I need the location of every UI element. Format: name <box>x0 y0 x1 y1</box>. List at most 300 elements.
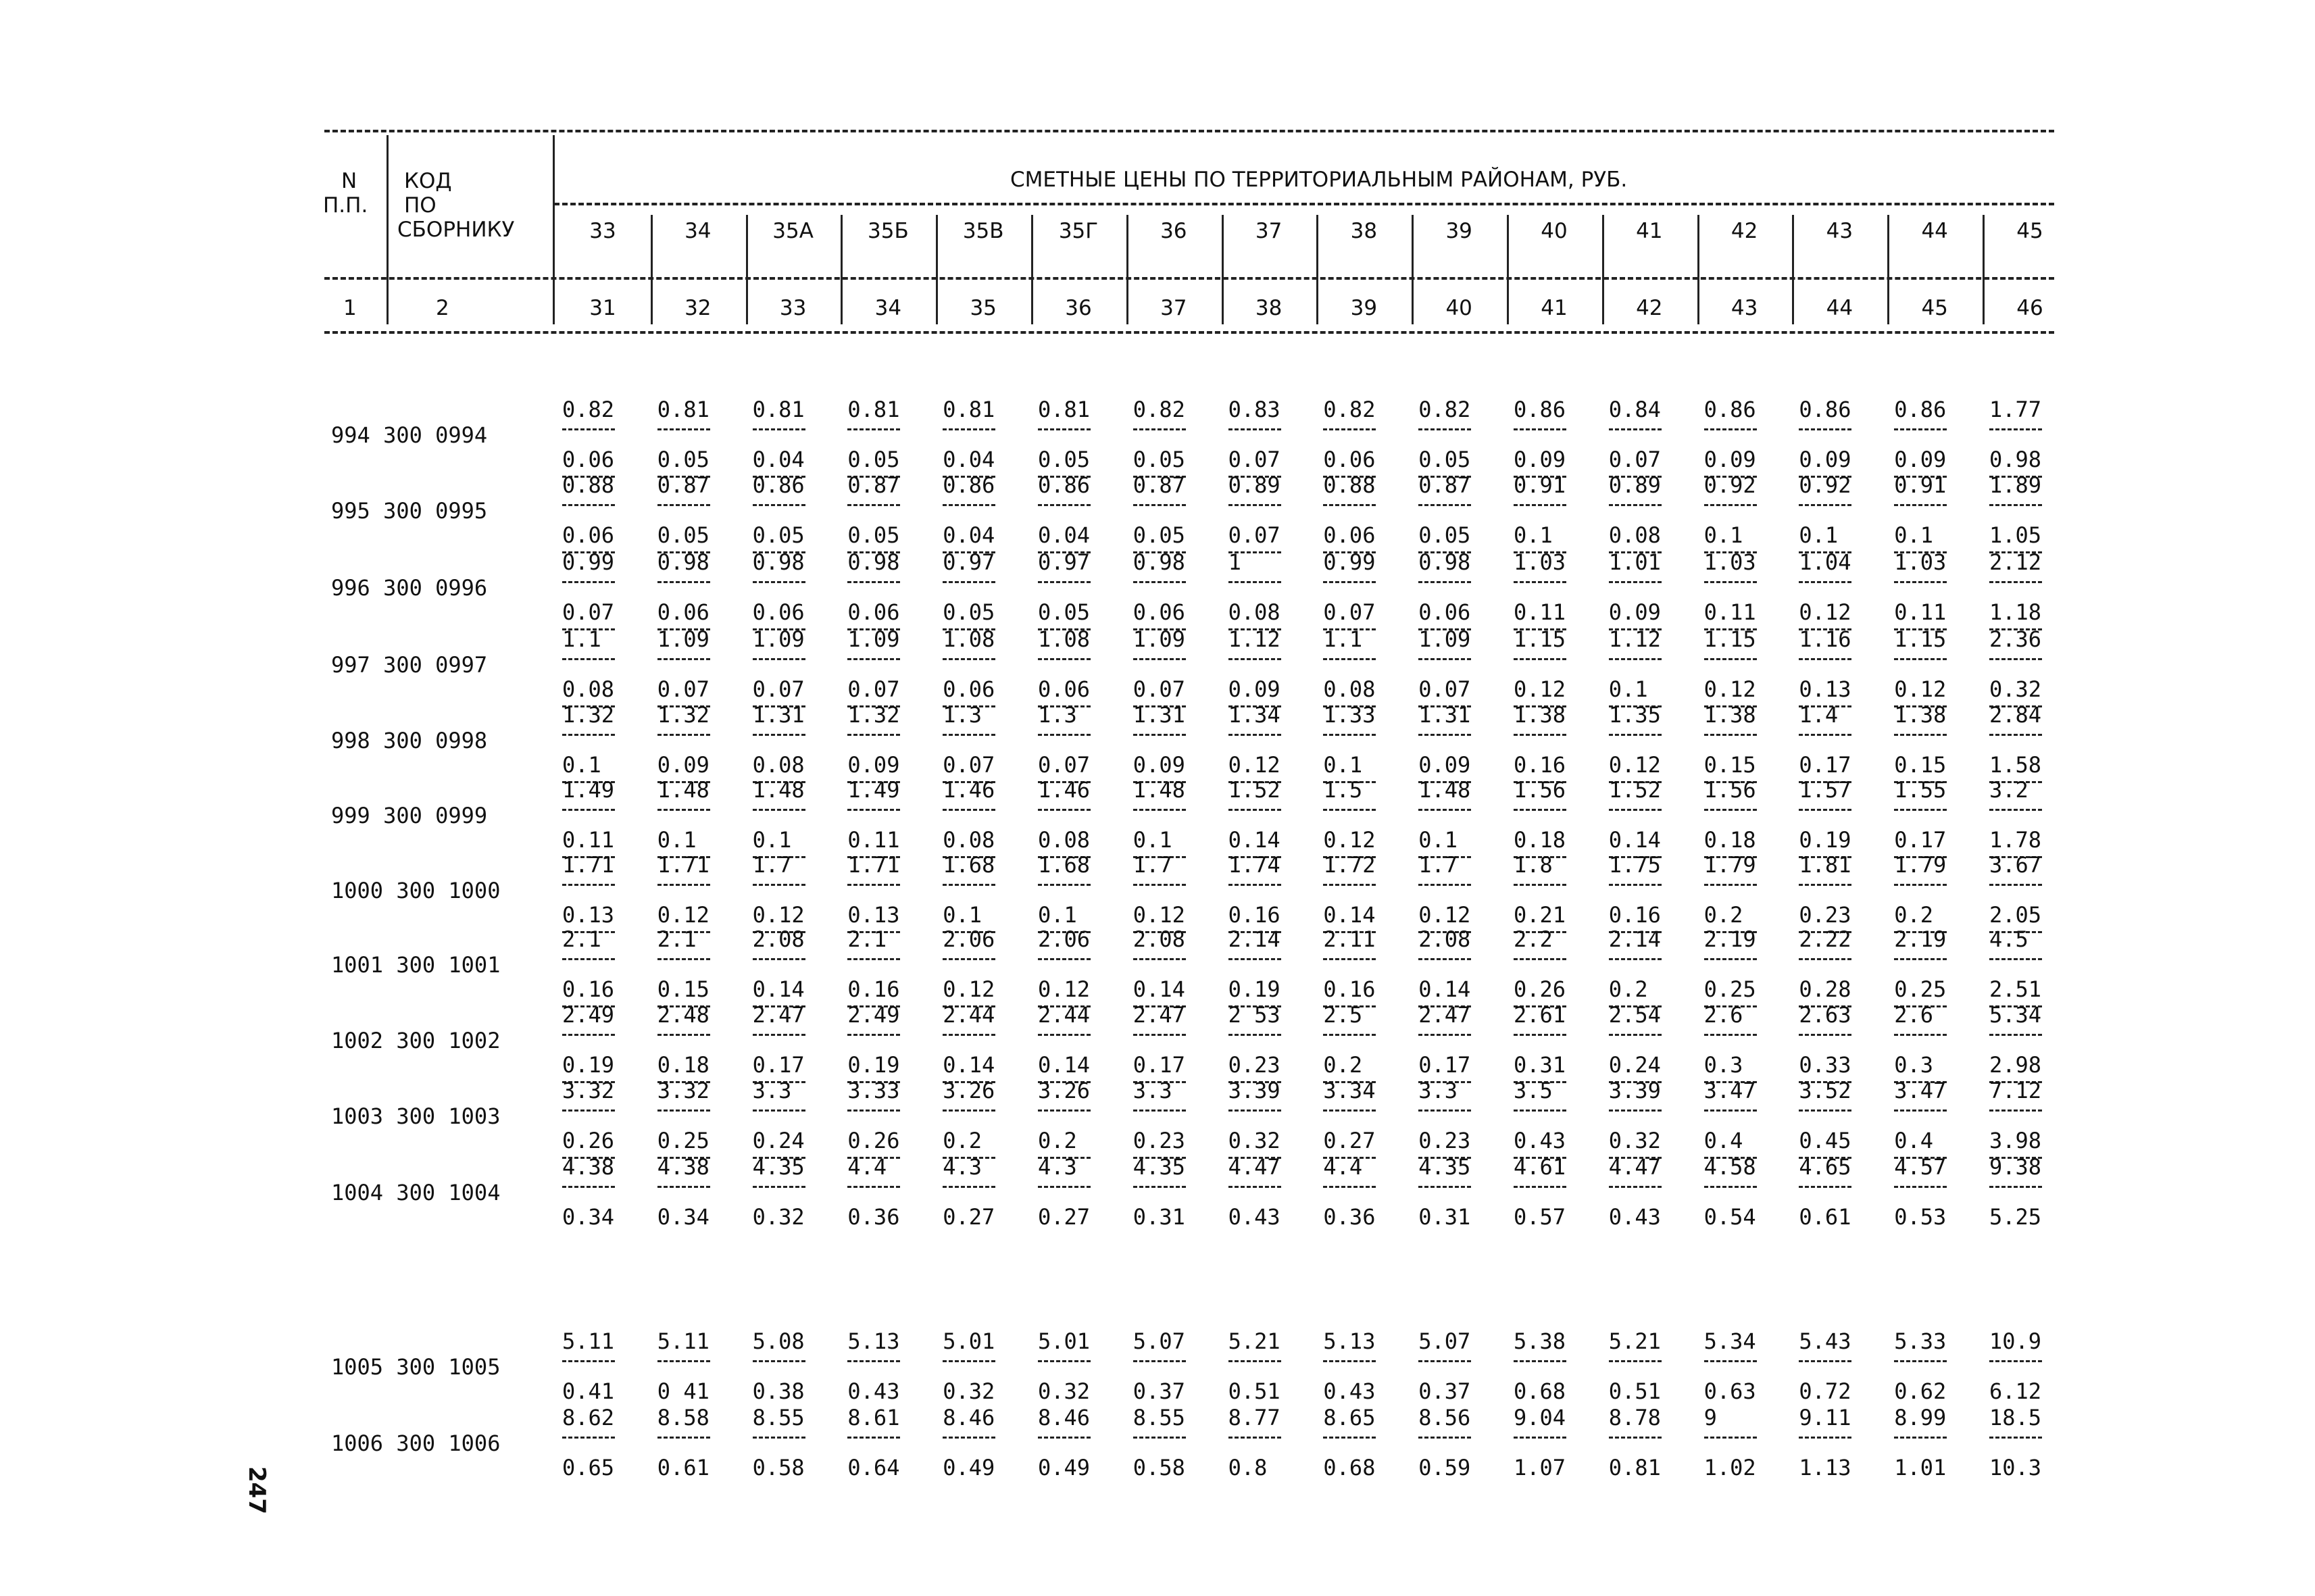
price-sub-value: 1.13 <box>1799 1455 1851 1480</box>
region-header: 41 <box>1636 219 1663 243</box>
fraction-bar <box>1514 658 1566 660</box>
price-sub-value: 0.24 <box>1608 1052 1661 1078</box>
fraction-bar <box>1514 428 1566 430</box>
price-sub-value: 0.07 <box>752 676 805 702</box>
price-sub-value: 0.43 <box>847 1378 900 1404</box>
price-sub-value: 0.68 <box>1323 1455 1376 1480</box>
fraction-bar <box>1514 504 1566 506</box>
price-sub-value: 0.08 <box>752 752 805 778</box>
price-value: 2.14 <box>1228 926 1280 952</box>
fraction-bar <box>1609 734 1662 736</box>
fraction-bar <box>1418 658 1471 660</box>
price-value: 3.47 <box>1703 1078 1756 1103</box>
price-value: 1.08 <box>1038 626 1091 652</box>
fraction-bar <box>1989 428 2042 430</box>
price-sub-value: 0.05 <box>847 447 900 472</box>
fraction-bar <box>753 1360 805 1362</box>
fraction-bar <box>657 504 710 506</box>
price-value: 1.74 <box>1228 852 1280 878</box>
price-sub-value: 3.98 <box>1989 1128 2042 1153</box>
fraction-bar <box>1228 1186 1281 1188</box>
price-sub-value: 0.19 <box>1228 976 1280 1002</box>
fraction-bar <box>943 958 995 960</box>
fraction-bar <box>1609 1186 1662 1188</box>
price-sub-value: 0.19 <box>847 1052 900 1078</box>
column-number: 31 <box>589 296 616 320</box>
price-value: 5.01 <box>943 1328 995 1354</box>
region-header: 35Б <box>868 219 909 243</box>
fraction-bar <box>1418 884 1471 886</box>
fraction-bar <box>562 1186 615 1188</box>
price-sub-value: 1.05 <box>1989 522 2042 548</box>
price-value: 0.98 <box>847 549 900 575</box>
fraction-bar <box>1228 504 1281 506</box>
price-sub-value: 0.06 <box>1038 676 1091 702</box>
price-value: 0.86 <box>1703 397 1756 422</box>
fraction-bar <box>1894 1109 1947 1112</box>
column-separator <box>936 215 938 324</box>
fraction-bar <box>943 734 995 736</box>
price-sub-value: 1.01 <box>1894 1455 1947 1480</box>
price-sub-value: 0.17 <box>1418 1052 1471 1078</box>
fraction-bar <box>943 1186 995 1188</box>
price-value: 1.32 <box>847 702 900 728</box>
price-sub-value: 0.05 <box>1038 599 1091 625</box>
fraction-bar <box>562 1034 615 1036</box>
price-sub-value: 0.8 <box>1228 1455 1268 1480</box>
price-sub-value: 0.07 <box>1608 447 1661 472</box>
fraction-bar <box>1323 958 1376 960</box>
fraction-bar <box>1989 1034 2042 1036</box>
price-value: 1.38 <box>1894 702 1947 728</box>
fraction-bar <box>943 581 995 583</box>
fraction-bar <box>1514 1360 1566 1362</box>
price-sub-value: 0.27 <box>1038 1204 1091 1230</box>
price-value: 5.08 <box>752 1328 805 1354</box>
row-code: 994 300 0994 <box>331 422 488 448</box>
price-value: 1.7 <box>1418 852 1458 878</box>
price-value: 2 53 <box>1228 1002 1280 1028</box>
price-value: 0.83 <box>1228 397 1280 422</box>
price-value: 2.12 <box>1989 549 2042 575</box>
price-value: 3.47 <box>1894 1078 1947 1103</box>
price-sub-value: 0.05 <box>1132 522 1185 548</box>
price-sub-value: 0.05 <box>1418 522 1471 548</box>
price-value: 0.87 <box>657 472 710 498</box>
price-value: 1.46 <box>943 777 995 803</box>
fraction-bar <box>1514 1437 1566 1439</box>
fraction-bar <box>1799 1109 1851 1112</box>
fraction-bar <box>1989 958 2042 960</box>
price-sub-value: 0.27 <box>943 1204 995 1230</box>
fraction-bar <box>1609 1109 1662 1112</box>
price-sub-value: 0.68 <box>1514 1378 1566 1404</box>
price-value: 2.14 <box>1608 926 1661 952</box>
price-value: 2.44 <box>1038 1002 1091 1028</box>
region-header: 33 <box>589 219 616 243</box>
price-value: 0.81 <box>943 397 995 422</box>
title-underline-rule <box>554 203 2054 205</box>
fraction-bar <box>753 1437 805 1439</box>
column-separator <box>1222 215 1224 324</box>
price-sub-value: 0.06 <box>657 599 710 625</box>
price-sub-value: 0.15 <box>657 976 710 1002</box>
price-sub-value: 0.2 <box>1703 902 1743 928</box>
price-sub-value: 0.1 <box>657 827 697 853</box>
fraction-bar <box>1894 658 1947 660</box>
column-separator <box>1316 215 1318 324</box>
price-sub-value: 0.1 <box>752 827 792 853</box>
price-sub-value: 0.43 <box>1323 1378 1376 1404</box>
fraction-bar <box>657 958 710 960</box>
fraction-bar <box>562 581 615 583</box>
price-value: 0.97 <box>943 549 995 575</box>
price-value: 3.2 <box>1989 777 2028 803</box>
price-sub-value: 0.12 <box>1799 599 1851 625</box>
price-value: 2.1 <box>562 926 601 952</box>
price-sub-value: 0.07 <box>657 676 710 702</box>
fraction-bar <box>943 884 995 886</box>
column-number: 41 <box>1541 296 1568 320</box>
price-sub-value: 0.09 <box>1608 599 1661 625</box>
price-sub-value: 0.43 <box>1514 1128 1566 1153</box>
price-sub-value: 0.13 <box>1799 676 1851 702</box>
price-sub-value: 0.05 <box>752 522 805 548</box>
fraction-bar <box>562 809 615 811</box>
fraction-bar <box>1323 884 1376 886</box>
row-code: 1005 300 1005 <box>331 1354 501 1380</box>
fraction-bar <box>657 1437 710 1439</box>
fraction-bar <box>753 658 805 660</box>
price-value: 3.26 <box>943 1078 995 1103</box>
price-value: 8.46 <box>1038 1405 1091 1430</box>
price-value: 0.89 <box>1608 472 1661 498</box>
price-value: 4.65 <box>1799 1154 1851 1180</box>
price-value: 0.91 <box>1894 472 1947 498</box>
fraction-bar <box>1799 734 1851 736</box>
fraction-bar <box>1609 504 1662 506</box>
price-value: 4.47 <box>1608 1154 1661 1180</box>
price-sub-value: 0.09 <box>1799 447 1851 472</box>
price-value: 0.81 <box>752 397 805 422</box>
price-sub-value: 0.09 <box>1703 447 1756 472</box>
price-sub-value: 0.38 <box>752 1378 805 1404</box>
price-value: 4.3 <box>943 1154 982 1180</box>
fraction-bar <box>1133 884 1186 886</box>
price-value: 5.34 <box>1703 1328 1756 1354</box>
fraction-bar <box>1323 734 1376 736</box>
fraction-bar <box>753 504 805 506</box>
region-header: 43 <box>1826 219 1853 243</box>
price-sub-value: 0.11 <box>1514 599 1566 625</box>
price-value: 3.26 <box>1038 1078 1091 1103</box>
price-value: 5.33 <box>1894 1328 1947 1354</box>
price-sub-value: 0.12 <box>1703 676 1756 702</box>
price-sub-value: 0.32 <box>943 1378 995 1404</box>
price-value: 1.57 <box>1799 777 1851 803</box>
price-value: 1.03 <box>1514 549 1566 575</box>
fraction-bar <box>1228 1034 1281 1036</box>
price-value: 0.89 <box>1228 472 1280 498</box>
price-value: 4.3 <box>1038 1154 1077 1180</box>
price-value: 2.08 <box>1418 926 1471 952</box>
price-value: 2.22 <box>1799 926 1851 952</box>
fraction-bar <box>847 428 900 430</box>
price-value: 2.1 <box>847 926 887 952</box>
price-sub-value: 0.07 <box>1038 752 1091 778</box>
fraction-bar <box>753 1034 805 1036</box>
price-value: 1.15 <box>1514 626 1566 652</box>
fraction-bar <box>657 658 710 660</box>
price-sub-value: 0.07 <box>847 676 900 702</box>
price-sub-value: 0.37 <box>1418 1378 1471 1404</box>
price-value: 1.72 <box>1323 852 1376 878</box>
fraction-bar <box>1038 1437 1091 1439</box>
price-value: 1.35 <box>1608 702 1661 728</box>
price-value: 1.12 <box>1608 626 1661 652</box>
price-sub-value: 0.16 <box>1514 752 1566 778</box>
price-value: 1.52 <box>1228 777 1280 803</box>
n-label: N <box>341 169 357 193</box>
price-value: 2.49 <box>562 1002 615 1028</box>
fraction-bar <box>1418 504 1471 506</box>
price-sub-value: 0.09 <box>1228 676 1280 702</box>
fraction-bar <box>1228 958 1281 960</box>
price-sub-value: 0.1 <box>1418 827 1458 853</box>
price-sub-value: 0.25 <box>1703 976 1756 1002</box>
fraction-bar <box>1038 884 1091 886</box>
price-sub-value: 0.43 <box>1228 1204 1280 1230</box>
fraction-bar <box>1609 809 1662 811</box>
fraction-bar <box>1038 734 1091 736</box>
price-value: 1.71 <box>657 852 710 878</box>
price-sub-value: 0.49 <box>1038 1455 1091 1480</box>
price-sub-value: 0.62 <box>1894 1378 1947 1404</box>
price-sub-value: 0.25 <box>657 1128 710 1153</box>
price-sub-value: 0.12 <box>1608 752 1661 778</box>
price-sub-value: 0.98 <box>1989 447 2042 472</box>
fraction-bar <box>1133 581 1186 583</box>
fraction-bar <box>943 1109 995 1112</box>
price-sub-value: 0.1 <box>1038 902 1077 928</box>
price-sub-value: 0.25 <box>1894 976 1947 1002</box>
price-value: 4.47 <box>1228 1154 1280 1180</box>
fraction-bar <box>1418 1109 1471 1112</box>
row-code: 999 300 0999 <box>331 803 488 828</box>
price-sub-value: 0.14 <box>943 1052 995 1078</box>
price-value: 0.84 <box>1608 397 1661 422</box>
price-sub-value: 0.16 <box>847 976 900 1002</box>
price-value: 1.32 <box>657 702 710 728</box>
price-sub-value: 0.81 <box>1608 1455 1661 1480</box>
fraction-bar <box>1133 1360 1186 1362</box>
price-value: 2.6 <box>1894 1002 1933 1028</box>
fraction-bar <box>657 1360 710 1362</box>
price-value: 1.08 <box>943 626 995 652</box>
price-value: 0.81 <box>1038 397 1091 422</box>
price-value: 2.44 <box>943 1002 995 1028</box>
price-sub-value: 0.17 <box>1132 1052 1185 1078</box>
price-value: 8.77 <box>1228 1405 1280 1430</box>
fraction-bar <box>1228 658 1281 660</box>
price-sub-value: 0.12 <box>1228 752 1280 778</box>
pp-label: П.П. <box>323 193 368 218</box>
price-sub-value: 1.02 <box>1703 1455 1756 1480</box>
price-sub-value: 0.36 <box>1323 1204 1376 1230</box>
price-value: 1.01 <box>1608 549 1661 575</box>
fraction-bar <box>1894 1034 1947 1036</box>
fraction-bar <box>847 1186 900 1188</box>
fraction-bar <box>1799 658 1851 660</box>
price-sub-value: 0.64 <box>847 1455 900 1480</box>
column-number: 34 <box>874 296 902 320</box>
price-value: 2.48 <box>657 1002 710 1028</box>
price-value: 0.86 <box>1894 397 1947 422</box>
fraction-bar <box>1704 1186 1757 1188</box>
row-code: 995 300 0995 <box>331 498 488 524</box>
price-sub-value: 0.1 <box>1323 752 1363 778</box>
fraction-bar <box>1133 1437 1186 1439</box>
price-value: 0.82 <box>1132 397 1185 422</box>
fraction-bar <box>657 1034 710 1036</box>
price-sub-value: 0.12 <box>943 976 995 1002</box>
price-value: 5.07 <box>1132 1328 1185 1354</box>
price-sub-value: 6.12 <box>1989 1378 2042 1404</box>
price-sub-value: 0.12 <box>752 902 805 928</box>
fraction-bar <box>562 1437 615 1439</box>
column-separator <box>1602 215 1604 324</box>
col-num-2: 2 <box>436 296 449 320</box>
price-sub-value: 0.51 <box>1608 1378 1661 1404</box>
price-sub-value: 0.1 <box>1799 522 1839 548</box>
fraction-bar <box>1323 809 1376 811</box>
column-separator <box>1983 215 1985 324</box>
price-sub-value: 0.61 <box>657 1455 710 1480</box>
price-value: 5.21 <box>1608 1328 1661 1354</box>
fraction-bar <box>562 1109 615 1112</box>
row-code: 1000 300 1000 <box>331 878 501 903</box>
fraction-bar <box>1418 734 1471 736</box>
price-sub-value: 0.1 <box>943 902 982 928</box>
price-value: 0.98 <box>657 549 710 575</box>
price-value: 1.71 <box>847 852 900 878</box>
price-sub-value: 0.09 <box>1132 752 1185 778</box>
fraction-bar <box>1799 1186 1851 1188</box>
price-sub-value: 1.78 <box>1989 827 2042 853</box>
price-value: 1.49 <box>847 777 900 803</box>
price-sub-value: 0.07 <box>1228 522 1280 548</box>
price-value: 5.11 <box>657 1328 710 1354</box>
price-value: 1.52 <box>1608 777 1661 803</box>
price-sub-value: 0.16 <box>1228 902 1280 928</box>
price-sub-value: 0.07 <box>1132 676 1185 702</box>
price-sub-value: 0.13 <box>847 902 900 928</box>
price-sub-value: 0.1 <box>1703 522 1743 548</box>
row-code: 1006 300 1006 <box>331 1430 501 1456</box>
price-sub-value: 0.06 <box>1323 522 1376 548</box>
column-number: 45 <box>1921 296 1948 320</box>
price-value: 2.11 <box>1323 926 1376 952</box>
fraction-bar <box>1038 1034 1091 1036</box>
price-sub-value: 0.32 <box>1989 676 2042 702</box>
price-value: 0.99 <box>562 549 615 575</box>
price-value: 9.04 <box>1514 1405 1566 1430</box>
fraction-bar <box>753 958 805 960</box>
fraction-bar <box>753 734 805 736</box>
price-sub-value: 0.2 <box>1323 1052 1363 1078</box>
fraction-bar <box>753 1109 805 1112</box>
price-value: 5.34 <box>1989 1002 2042 1028</box>
column-number: 39 <box>1350 296 1378 320</box>
price-sub-value: 5.25 <box>1989 1204 2042 1230</box>
column-number: 40 <box>1445 296 1472 320</box>
price-value: 0.86 <box>943 472 995 498</box>
sep-n-code <box>387 135 389 324</box>
fraction-bar <box>1418 428 1471 430</box>
price-sub-value: 0.06 <box>562 447 615 472</box>
price-value: 1.15 <box>1894 626 1947 652</box>
price-value: 2.49 <box>847 1002 900 1028</box>
fraction-bar <box>1609 1437 1662 1439</box>
fraction-bar <box>1418 1437 1471 1439</box>
price-value: 9.38 <box>1989 1154 2042 1180</box>
price-value: 1.09 <box>1418 626 1471 652</box>
price-value: 2.47 <box>752 1002 805 1028</box>
row-code: 1003 300 1003 <box>331 1103 501 1129</box>
price-value: 3.39 <box>1228 1078 1280 1103</box>
code-label-3: СБОРНИКУ <box>397 218 515 242</box>
fraction-bar <box>1704 734 1757 736</box>
fraction-bar <box>1228 884 1281 886</box>
price-value: 0.86 <box>752 472 805 498</box>
fraction-bar <box>1133 504 1186 506</box>
price-sub-value: 0.43 <box>1608 1204 1661 1230</box>
price-value: 8.62 <box>562 1405 615 1430</box>
price-value: 4.5 <box>1989 926 2028 952</box>
fraction-bar <box>1799 428 1851 430</box>
row-code: 1002 300 1002 <box>331 1028 501 1053</box>
price-value: 5.01 <box>1038 1328 1091 1354</box>
price-sub-value: 0.09 <box>847 752 900 778</box>
fraction-bar <box>1989 809 2042 811</box>
fraction-bar <box>847 1109 900 1112</box>
price-sub-value: 0.37 <box>1132 1378 1185 1404</box>
price-sub-value: 0.18 <box>657 1052 710 1078</box>
price-sub-value: 0.3 <box>1894 1052 1933 1078</box>
fraction-bar <box>1323 1186 1376 1188</box>
fraction-bar <box>1609 884 1662 886</box>
price-value: 3.34 <box>1323 1078 1376 1103</box>
price-value: 1.8 <box>1514 852 1553 878</box>
price-sub-value: 0.32 <box>1608 1128 1661 1153</box>
price-value: 1.3 <box>1038 702 1077 728</box>
price-value: 1.32 <box>562 702 615 728</box>
sep-code-prices <box>553 135 555 324</box>
fraction-bar <box>1038 581 1091 583</box>
fraction-bar <box>1989 658 2042 660</box>
price-sub-value: 0.32 <box>1038 1378 1091 1404</box>
column-separator <box>651 215 653 324</box>
price-sub-value: 0.28 <box>1799 976 1851 1002</box>
price-sub-value: 0.07 <box>1228 447 1280 472</box>
price-value: 9.11 <box>1799 1405 1851 1430</box>
price-sub-value: 0.08 <box>1038 827 1091 853</box>
fraction-bar <box>943 658 995 660</box>
price-value: 2.08 <box>1132 926 1185 952</box>
fraction-bar <box>943 809 995 811</box>
fraction-bar <box>1323 504 1376 506</box>
fraction-bar <box>847 1034 900 1036</box>
